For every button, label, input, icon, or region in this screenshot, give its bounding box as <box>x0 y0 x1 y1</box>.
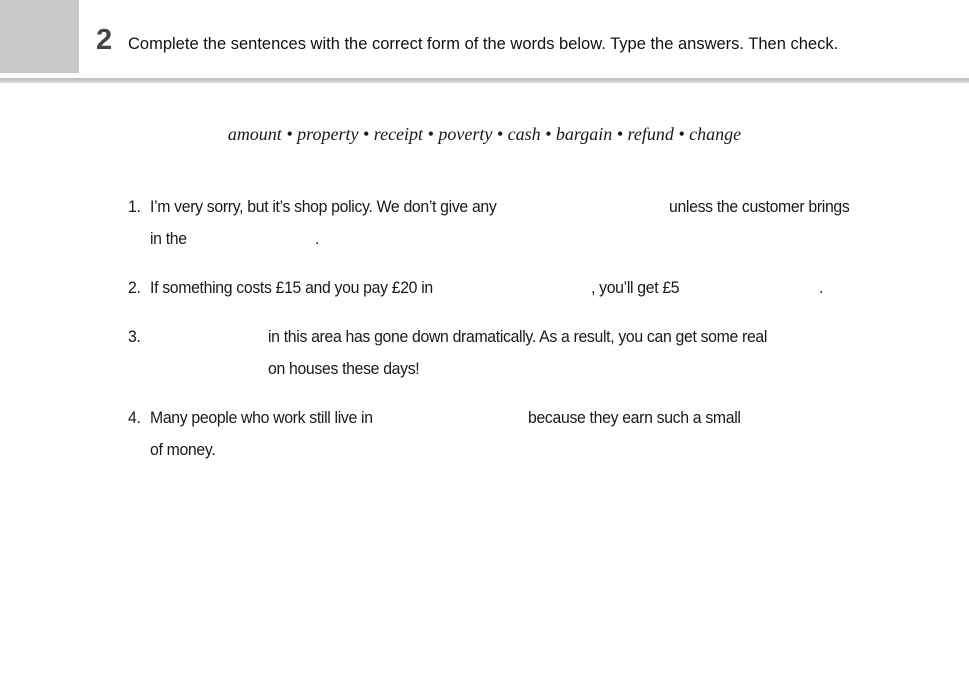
sentence-text: I’m very sorry, but it’s shop policy. We don’t give any <box>150 197 497 216</box>
answer-gap-3b[interactable] <box>150 358 264 380</box>
answer-gap-1a[interactable] <box>550 196 664 218</box>
sentence-text: unless the customer brings <box>669 197 850 216</box>
sentence-text: of money. <box>150 440 216 459</box>
answer-gap-2b[interactable] <box>697 277 815 299</box>
sentence-text: . <box>819 278 824 297</box>
sentence-text: because they earn such a small <box>528 408 741 427</box>
sentence-text: If something costs £15 and you pay £20 in <box>150 278 433 297</box>
sentence-number: 1. <box>128 197 141 216</box>
answer-gap-1b[interactable] <box>196 228 312 250</box>
sentence-number: 3. <box>128 327 141 346</box>
sentence-text: , you’ll get £5 <box>591 278 680 297</box>
sentence-text: on houses these days! <box>268 359 420 378</box>
answer-gap-3a[interactable] <box>150 326 264 348</box>
sentence-text: in the <box>150 229 187 248</box>
answer-gap-2a[interactable] <box>472 277 588 299</box>
answer-gap-4a[interactable] <box>409 407 523 429</box>
answer-gap-4b[interactable] <box>768 407 878 429</box>
exercise-instruction: Complete the sentences with the correct form of the words below. Type the answers. Then check. <box>128 35 839 53</box>
sentence-number: 4. <box>128 408 141 427</box>
sentence-text: in this area has gone down dramatically. As a result, you can get some real <box>268 327 768 346</box>
sentence-number: 2. <box>128 278 141 297</box>
exercise-number: 2 <box>96 24 113 56</box>
sentence-text: Many people who work still live in <box>150 408 373 427</box>
sentence-text: . <box>315 229 320 248</box>
word-bank: amount • property • receipt • poverty • cash • bargain • refund • change <box>227 124 742 144</box>
